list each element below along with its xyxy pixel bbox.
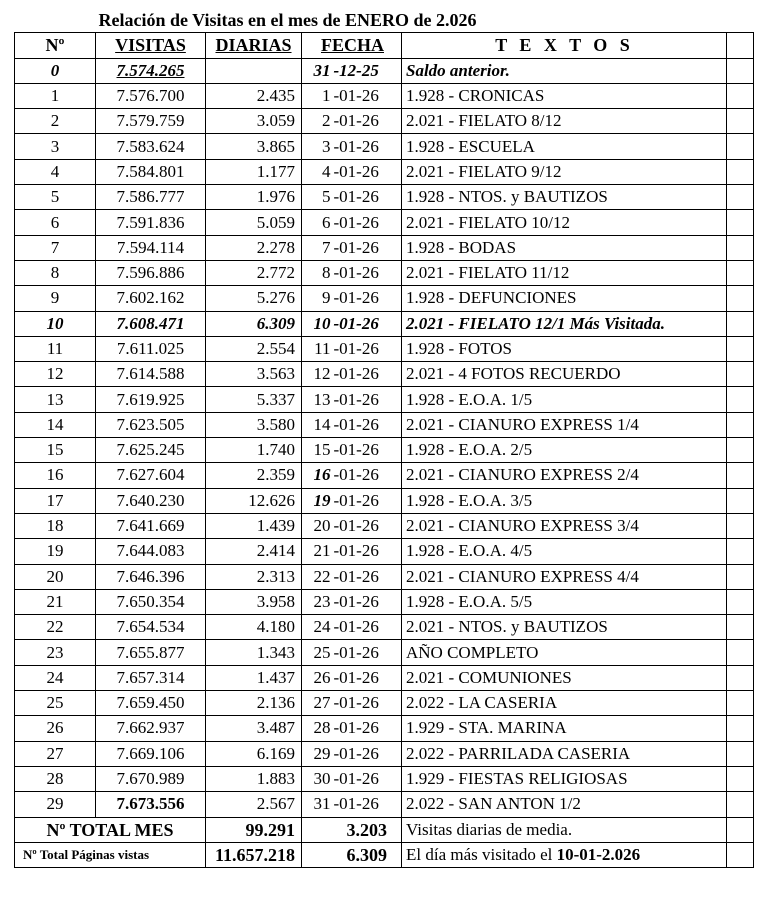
row-diarias: 5.337 [206,387,302,412]
media-value: 3.203 [302,817,402,842]
row-diarias: 3.487 [206,716,302,741]
table-row [15,792,754,817]
row-texto: 2.021 - 4 FOTOS RECUERDO [402,362,727,387]
row-visitas: 7.669.106 [96,741,206,766]
row-diarias: 12.626 [206,488,302,513]
row-month: -01-26 [332,210,402,235]
row-num: 16 [15,463,96,488]
row-diarias: 3.580 [206,412,302,437]
row-month: -01-26 [332,134,402,159]
row-visitas: 7.640.230 [96,488,206,513]
table-row [15,58,754,83]
row-visitas: 7.574.265 [96,58,206,83]
row-day: 28 [302,716,332,741]
table-row [15,716,754,741]
header-num: Nº [15,33,96,58]
header-visitas: VISITAS [96,33,206,58]
row-diarias: 6.309 [206,311,302,336]
row-day: 21 [302,539,332,564]
table-row [15,286,754,311]
row-texto: 1.928 - CRONICAS [402,83,727,108]
row-texto: 1.928 - DEFUNCIONES [402,286,727,311]
row-texto: 2.021 - FIELATO 10/12 [402,210,727,235]
row-diarias: 2.554 [206,336,302,361]
row-num: 3 [15,134,96,159]
row-visitas: 7.576.700 [96,83,206,108]
table-row [15,159,754,184]
max-value: 6.309 [302,842,402,867]
row-diarias: 2.435 [206,83,302,108]
row-texto: 2.021 - CIANURO EXPRESS 1/4 [402,412,727,437]
row-diarias: 3.563 [206,362,302,387]
row-day: 14 [302,412,332,437]
row-num: 7 [15,235,96,260]
table-row [15,564,754,589]
paginas-row [15,842,754,867]
row-day: 11 [302,336,332,361]
row-num: 20 [15,564,96,589]
row-texto: 1.928 - E.O.A. 2/5 [402,438,727,463]
row-day: 20 [302,513,332,538]
row-texto: 1.928 - E.O.A. 4/5 [402,539,727,564]
row-texto: 1.928 - E.O.A. 5/5 [402,589,727,614]
row-diarias: 2.567 [206,792,302,817]
row-diarias: 2.414 [206,539,302,564]
row-month: -01-26 [332,159,402,184]
row-texto: 1.928 - NTOS. y BAUTIZOS [402,185,727,210]
row-diarias: 2.313 [206,564,302,589]
row-day: 24 [302,615,332,640]
table-row [15,513,754,538]
row-num: 28 [15,766,96,791]
row-visitas: 7.619.925 [96,387,206,412]
row-month: -01-26 [332,235,402,260]
row-day: 25 [302,640,332,665]
row-day: 15 [302,438,332,463]
row-visitas: 7.657.314 [96,665,206,690]
row-day: 26 [302,665,332,690]
row-texto: 2.022 - LA CASERIA [402,691,727,716]
row-diarias [206,58,302,83]
row-day: 7 [302,235,332,260]
row-month: -01-26 [332,387,402,412]
row-diarias: 1.437 [206,665,302,690]
row-month: -01-26 [332,615,402,640]
row-diarias: 1.740 [206,438,302,463]
row-visitas: 7.625.245 [96,438,206,463]
row-texto: 2.021 - FIELATO 12/1 Más Visitada. [402,311,727,336]
row-texto: 2.021 - CIANURO EXPRESS 4/4 [402,564,727,589]
table-row [15,336,754,361]
table-row [15,412,754,437]
row-diarias: 3.958 [206,589,302,614]
row-visitas: 7.583.624 [96,134,206,159]
row-diarias: 3.865 [206,134,302,159]
table-row [15,83,754,108]
row-day: 27 [302,691,332,716]
row-texto: 1.929 - FIESTAS RELIGIOSAS [402,766,727,791]
row-visitas: 7.596.886 [96,260,206,285]
row-texto: 2.021 - NTOS. y BAUTIZOS [402,615,727,640]
table-row [15,362,754,387]
row-texto: 2.021 - CIANURO EXPRESS 3/4 [402,513,727,538]
row-visitas: 7.644.083 [96,539,206,564]
total-mes-value: 99.291 [206,817,302,842]
header-textos: T E X T O S [402,33,727,58]
row-month: -01-26 [332,640,402,665]
table-row [15,766,754,791]
header-row [15,33,754,58]
header-fecha: FECHA [302,33,402,58]
row-month: -01-26 [332,463,402,488]
row-visitas: 7.654.534 [96,615,206,640]
row-texto: AÑO COMPLETO [402,640,727,665]
header-diarias: DIARIAS [206,33,302,58]
row-texto: 2.021 - CIANURO EXPRESS 2/4 [402,463,727,488]
row-month: -01-26 [332,412,402,437]
table-row [15,235,754,260]
row-diarias: 3.059 [206,109,302,134]
table-row [15,488,754,513]
row-num: 19 [15,539,96,564]
row-visitas: 7.646.396 [96,564,206,589]
row-num: 25 [15,691,96,716]
row-visitas: 7.614.588 [96,362,206,387]
table-row [15,134,754,159]
row-diarias: 1.343 [206,640,302,665]
table-row [15,463,754,488]
table-row [15,741,754,766]
row-visitas: 7.608.471 [96,311,206,336]
row-visitas: 7.641.669 [96,513,206,538]
row-num: 6 [15,210,96,235]
row-month: -01-26 [332,741,402,766]
row-num: 1 [15,83,96,108]
row-month: -12-25 [332,58,402,83]
row-month: -01-26 [332,564,402,589]
row-month: -01-26 [332,766,402,791]
row-diarias: 5.276 [206,286,302,311]
row-diarias: 1.976 [206,185,302,210]
row-visitas: 7.586.777 [96,185,206,210]
row-texto: 1.928 - E.O.A. 3/5 [402,488,727,513]
row-texto: 2.021 - FIELATO 8/12 [402,109,727,134]
row-num: 5 [15,185,96,210]
row-texto: 2.021 - FIELATO 11/12 [402,260,727,285]
row-month: -01-26 [332,539,402,564]
visits-table [14,8,754,868]
row-visitas: 7.611.025 [96,336,206,361]
row-diarias: 2.136 [206,691,302,716]
row-day: 30 [302,766,332,791]
table-row [15,539,754,564]
row-visitas: 7.670.989 [96,766,206,791]
row-month: -01-26 [332,438,402,463]
row-diarias: 1.177 [206,159,302,184]
row-visitas: 7.627.604 [96,463,206,488]
row-month: -01-26 [332,691,402,716]
table-row [15,210,754,235]
row-visitas: 7.650.354 [96,589,206,614]
row-day: 5 [302,185,332,210]
media-text: Visitas diarias de media. [402,817,727,842]
row-num: 12 [15,362,96,387]
row-day: 12 [302,362,332,387]
row-num: 9 [15,286,96,311]
table-row [15,185,754,210]
row-day: 4 [302,159,332,184]
table-row [15,665,754,690]
total-mes-label: Nº TOTAL MES [15,817,206,842]
row-diarias: 1.883 [206,766,302,791]
max-text: El día más visitado el 10-01-2.026 [402,842,727,867]
page-title: Relación de Visitas en el mes de ENERO de 2.026 [98,10,477,31]
table-row [15,311,754,336]
row-num: 2 [15,109,96,134]
row-num: 26 [15,716,96,741]
row-day: 19 [302,488,332,513]
row-texto: 1.928 - BODAS [402,235,727,260]
row-month: -01-26 [332,589,402,614]
row-texto: 1.929 - STA. MARINA [402,716,727,741]
row-num: 27 [15,741,96,766]
row-diarias: 2.278 [206,235,302,260]
row-month: -01-26 [332,792,402,817]
row-diarias: 4.180 [206,615,302,640]
table-row [15,109,754,134]
table-row [15,640,754,665]
row-num: 8 [15,260,96,285]
row-month: -01-26 [332,716,402,741]
row-visitas: 7.655.877 [96,640,206,665]
row-day: 10 [302,311,332,336]
row-visitas: 7.659.450 [96,691,206,716]
row-texto: 1.928 - ESCUELA [402,134,727,159]
title-row [15,8,754,33]
row-day: 16 [302,463,332,488]
row-num: 15 [15,438,96,463]
row-visitas: 7.579.759 [96,109,206,134]
row-texto: 2.022 - SAN ANTON 1/2 [402,792,727,817]
row-visitas: 7.591.836 [96,210,206,235]
paginas-label: Nº Total Páginas vistas [15,842,206,867]
row-diarias: 5.059 [206,210,302,235]
row-texto: 2.022 - PARRILADA CASERIA [402,741,727,766]
row-day: 9 [302,286,332,311]
row-day: 1 [302,83,332,108]
total-mes-row [15,817,754,842]
row-num: 24 [15,665,96,690]
row-month: -01-26 [332,109,402,134]
row-day: 29 [302,741,332,766]
table-row [15,615,754,640]
row-day: 31 [302,792,332,817]
row-day: 3 [302,134,332,159]
row-visitas: 7.623.505 [96,412,206,437]
row-num: 10 [15,311,96,336]
row-num: 11 [15,336,96,361]
row-month: -01-26 [332,336,402,361]
max-date: 10-01-2.026 [556,844,641,864]
row-visitas: 7.584.801 [96,159,206,184]
row-num: 29 [15,792,96,817]
table-row [15,438,754,463]
row-visitas: 7.602.162 [96,286,206,311]
row-day: 6 [302,210,332,235]
row-diarias: 1.439 [206,513,302,538]
row-texto: 2.021 - COMUNIONES [402,665,727,690]
row-num: 23 [15,640,96,665]
row-month: -01-26 [332,260,402,285]
row-month: -01-26 [332,83,402,108]
row-month: -01-26 [332,185,402,210]
table-row [15,589,754,614]
row-num: 4 [15,159,96,184]
row-day: 23 [302,589,332,614]
row-day: 22 [302,564,332,589]
row-day: 2 [302,109,332,134]
row-texto: 1.928 - FOTOS [402,336,727,361]
row-texto: 2.021 - FIELATO 9/12 [402,159,727,184]
row-day: 31 [302,58,332,83]
table-row [15,260,754,285]
row-month: -01-26 [332,513,402,538]
row-diarias: 6.169 [206,741,302,766]
row-visitas: 7.673.556 [96,792,206,817]
row-month: -01-26 [332,362,402,387]
row-num: 0 [15,58,96,83]
paginas-value: 11.657.218 [206,842,302,867]
table-row [15,691,754,716]
row-month: -01-26 [332,665,402,690]
row-texto: Saldo anterior. [402,58,727,83]
row-num: 22 [15,615,96,640]
row-num: 13 [15,387,96,412]
row-month: -01-26 [332,286,402,311]
row-day: 13 [302,387,332,412]
row-day: 8 [302,260,332,285]
row-diarias: 2.359 [206,463,302,488]
row-num: 14 [15,412,96,437]
table-row [15,387,754,412]
row-num: 17 [15,488,96,513]
row-num: 18 [15,513,96,538]
row-visitas: 7.594.114 [96,235,206,260]
row-month: -01-26 [332,488,402,513]
row-diarias: 2.772 [206,260,302,285]
row-visitas: 7.662.937 [96,716,206,741]
row-month: -01-26 [332,311,402,336]
row-texto: 1.928 - E.O.A. 1/5 [402,387,727,412]
row-num: 21 [15,589,96,614]
